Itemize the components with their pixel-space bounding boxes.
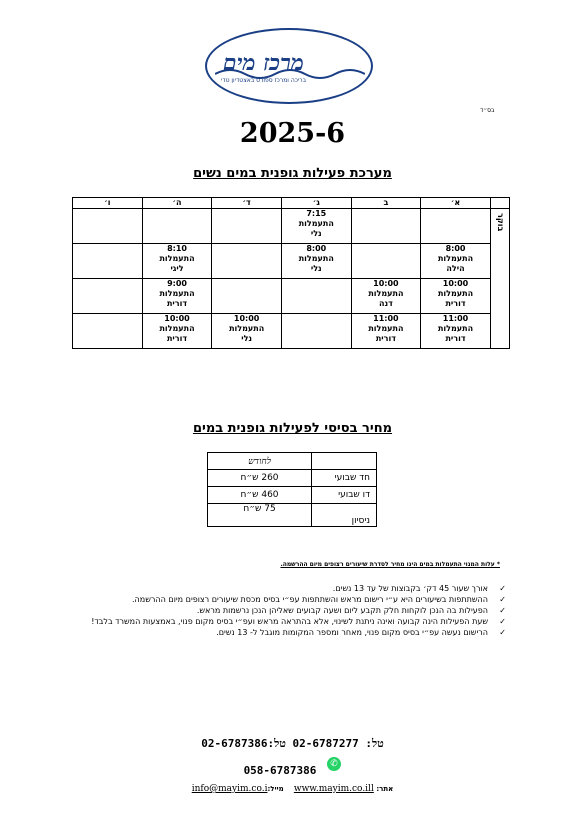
pricing-label: ניסיון [312,504,377,527]
check-icon: ✓ [499,628,506,637]
schedule-cell [421,209,491,244]
schedule-cell [281,314,351,349]
schedule-row [73,244,510,279]
phone-numbers: טל: 02-6787277 טל:02-6787386 [201,737,384,750]
site-label: אתר: [376,785,394,793]
besiyata-mark: בס״ד [480,107,495,114]
schedule-table [72,197,510,349]
period-label: בוקר [490,209,509,349]
pricing-table [207,452,377,527]
cell-text: דורית [166,299,188,308]
cell-text: דורית [375,334,396,343]
schedule-title: מערכת פעילות גופנית במים נשים [193,166,392,181]
schedule-row [73,279,510,314]
day-header: ו׳ [73,198,143,209]
pricing-value: 460 ש״ח [208,487,312,504]
cell-text: התעמלות [159,289,195,298]
pricing-header-row [208,453,377,470]
list-item: ✓ אורך שעור 45 דק׳ בקבוצות של עד 13 נשים. [332,584,506,593]
schedule-cell [73,209,143,244]
contact-links [0,784,585,794]
pricing-row [208,470,377,487]
schedule-cell [351,209,421,244]
schedule-cell [351,244,421,279]
day-header: א׳ [421,198,491,209]
cell-text: התעמלות [368,324,404,333]
schedule-cell [73,279,143,314]
cell-text: 7:15 [306,209,327,218]
cell-text: דורית [445,299,466,308]
pricing-label: חד שבועי [312,470,377,487]
cell-text: נלי [310,264,322,273]
cell-text: התעמלות [437,254,474,263]
cell-text: 9:00 [167,279,187,288]
cell-text: התעמלות [159,324,195,333]
subscription-note: * עלות המנוי התעמלות במים הינו מחיר לסדרת שיעורים רצופים מיום ההרשמה. [280,561,500,568]
schedule-cell [421,314,491,349]
day-header: ד׳ [212,198,282,209]
cell-text: 8:00 [306,244,327,253]
schedule-cell [212,314,282,349]
day-header: ב [351,198,421,209]
schedule-cell [73,244,143,279]
schedule-cell [421,244,491,279]
schedule-cell [421,279,491,314]
pricing-value: 260 ש״ח [208,470,312,487]
schedule-header-row [73,198,510,209]
schedule-cell [212,209,282,244]
cell-text: 11:00 [373,314,399,323]
cell-text: 8:10 [167,244,187,253]
check-icon: ✓ [499,617,506,626]
cell-text: דורית [445,334,466,343]
cell-text: 10:00 [164,314,190,323]
schedule-cell [281,209,351,244]
cell-text: נלי [241,334,253,343]
year-title: 2025-6 [239,118,346,149]
list-item: ✓ הרישום נעשה עפ״י בסיס מקום פנוי, מאחר ומספר המקומות מוגבל ל- 13 נשים. [216,628,506,637]
mail-label: מייל: [267,785,284,793]
schedule-cell [142,279,212,314]
cell-text: התעמלות [368,289,404,298]
schedule-cell [212,244,282,279]
pricing-row [208,504,377,527]
schedule-cell [142,244,212,279]
cell-text: נלי [310,229,322,238]
pricing-header: לחודש [208,453,312,470]
schedule-row [73,209,510,244]
cell-text: 11:00 [442,314,469,323]
pricing-value: 75 ש״ח [208,504,312,527]
cell-text: התעמלות [298,254,334,263]
schedule-cell [212,279,282,314]
cell-text: 10:00 [233,314,260,323]
logo [205,28,377,108]
pricing-row [208,487,377,504]
day-header: ג׳ [281,198,351,209]
pricing-title: מחיר בסיסי לפעילות גופנית במים [192,421,393,436]
check-icon: ✓ [499,595,506,604]
email-link[interactable]: info@mayim.co.i [191,784,268,794]
cell-text: התעמלות [298,219,334,228]
list-item: ✓ ההשתתפות בשיעורים היא ע״י רישום מראש והשתתפות עפ״י בסיס מכסת שיעורים רצופים מיום ההרשמה. [132,595,506,604]
logo-tagline: בריכה ומרכז ספורט באצטדיון טדי [221,77,307,84]
cell-text: דנה [378,299,393,308]
cell-text: דורית [166,334,188,343]
website-link[interactable]: www.mayim.co.ill [293,784,374,794]
day-header: ה׳ [142,198,212,209]
cell-text: התעמלות [437,324,474,333]
schedule-cell [281,244,351,279]
schedule-corner [490,198,509,209]
list-item: ✓ שעת הפעילות הינה קבועה ואינה ניתנת לשינוי, אלא בהתראה מראש ועפ״י בסיס מקום פנוי, באמצעות המשרד בלבד! [91,617,506,626]
pricing-label: דו שבועי [312,487,377,504]
schedule-cell [351,314,421,349]
cell-text: 10:00 [442,279,469,288]
check-icon: ✓ [499,606,506,615]
check-icon: ✓ [499,584,506,593]
pricing-corner [312,453,377,470]
cell-text: 10:00 [373,279,399,288]
whatsapp-icon: ✆ [327,757,341,771]
schedule-cell [73,314,143,349]
schedule-cell [142,314,212,349]
rules-list [80,584,508,639]
schedule-cell [351,279,421,314]
cell-text: 8:00 [445,244,466,253]
schedule-cell [142,209,212,244]
schedule-row [73,314,510,349]
cell-text: התעמלות [229,324,265,333]
schedule-cell [281,279,351,314]
cell-text: התעמלות [437,289,474,298]
list-item: ✓ הפעילות בה הנכן לוקחות חלק תקבע ליום ושעה קבועים שאליהן הנכן נרשמות מראש. [196,606,506,615]
whatsapp-number: 058-6787386 [243,764,317,777]
cell-text: התעמלות [159,254,195,263]
logo-name: מרכז מים [223,50,304,76]
cell-text: הילה [446,264,465,273]
cell-text: ליגי [170,264,184,273]
